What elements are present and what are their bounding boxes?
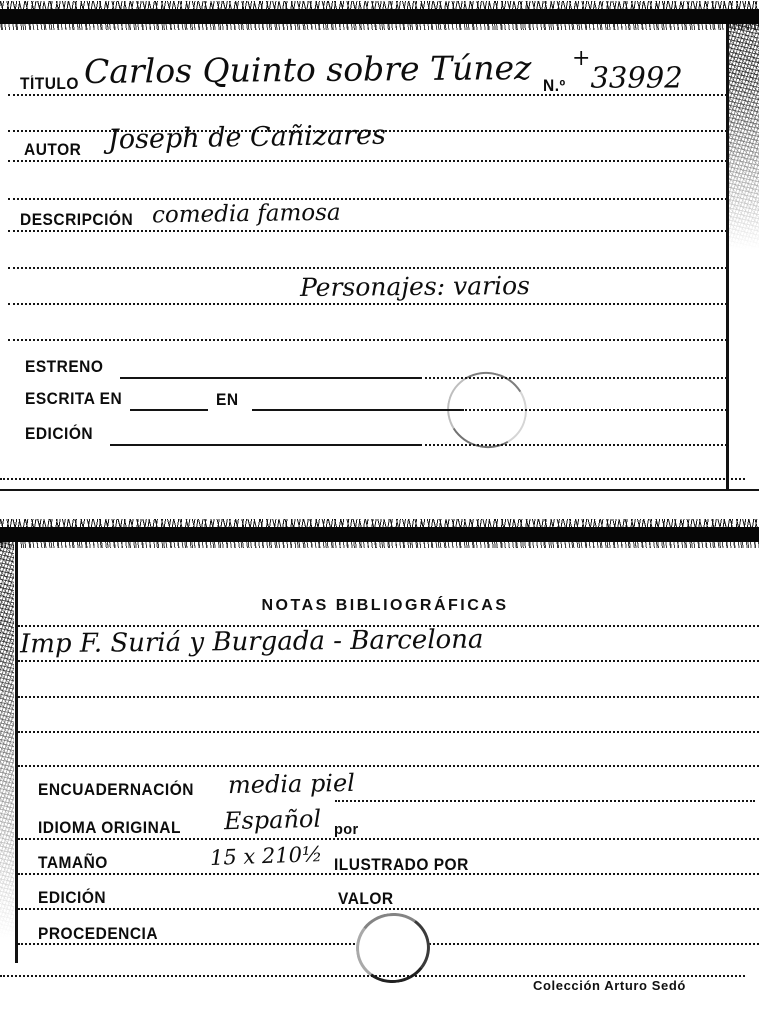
collection-footer: Colección Arturo Sedó bbox=[533, 978, 686, 993]
rule-line bbox=[0, 478, 745, 480]
rule-line bbox=[18, 765, 759, 767]
rule-line bbox=[130, 409, 208, 411]
card1-bottom-edge bbox=[0, 489, 759, 491]
rule-line bbox=[8, 303, 727, 305]
titulo-value: Carlos Quinto sobre Túnez bbox=[83, 48, 532, 91]
card2-border-left bbox=[15, 542, 18, 963]
tamano-label: TAMAÑO bbox=[38, 854, 108, 873]
rule-line bbox=[8, 267, 727, 269]
rule-line bbox=[8, 339, 727, 341]
tamano-value: 15 x 210½ bbox=[209, 842, 323, 870]
descripcion-label: DESCRIPCIÓN bbox=[20, 211, 134, 230]
titulo-label: TÍTULO bbox=[20, 75, 79, 94]
rule-line bbox=[0, 975, 745, 977]
idioma-value: Español bbox=[223, 804, 322, 836]
rule-line bbox=[8, 160, 727, 162]
autor-label: AUTOR bbox=[24, 141, 82, 160]
notas-value: Imp F. Suriá y Burgada - Barcelona bbox=[19, 624, 484, 660]
rule-line bbox=[18, 660, 759, 662]
procedencia-label: PROCEDENCIA bbox=[38, 925, 159, 944]
idioma-label: IDIOMA ORIGINAL bbox=[38, 819, 181, 838]
numero-label: N.º bbox=[543, 77, 566, 96]
personajes-value: Personajes: varios bbox=[299, 270, 531, 303]
numero-plus: + bbox=[572, 46, 591, 71]
numero-value bbox=[572, 46, 683, 95]
rule-line bbox=[8, 94, 727, 96]
rule-line bbox=[18, 696, 759, 698]
notas-header: NOTAS BIBLIOGRÁFICAS bbox=[261, 597, 509, 614]
rule-line bbox=[18, 838, 759, 840]
numero-digits: 33992 bbox=[590, 60, 683, 95]
rule-line bbox=[18, 731, 759, 733]
rule-line bbox=[8, 198, 727, 200]
card2-torn-edge-left bbox=[0, 542, 14, 982]
ilustrado-por-label: ILUSTRADO POR bbox=[334, 856, 469, 875]
card1-edicion-label: EDICIÓN bbox=[25, 425, 94, 444]
rule-line bbox=[420, 444, 727, 446]
card2-torn-edge-top bbox=[0, 527, 759, 542]
en-label: EN bbox=[216, 391, 239, 410]
encuadernacion-value: media piel bbox=[227, 768, 356, 800]
valor-label: VALOR bbox=[338, 890, 394, 909]
rule-line bbox=[8, 230, 727, 232]
rule-line bbox=[335, 800, 755, 802]
card2-edicion-label: EDICIÓN bbox=[38, 889, 107, 908]
rule-line bbox=[18, 908, 759, 910]
autor-value: Joseph de Cañizares bbox=[107, 119, 387, 156]
rule-line bbox=[252, 409, 462, 411]
rule-line bbox=[120, 377, 420, 379]
card1-torn-edge-top bbox=[0, 9, 759, 24]
estreno-label: ESTRENO bbox=[25, 358, 104, 377]
rule-line bbox=[110, 444, 420, 446]
escrita-en-label: ESCRITA EN bbox=[25, 390, 123, 409]
encuadernacion-label: ENCUADERNACIÓN bbox=[38, 781, 194, 800]
rule-line bbox=[18, 873, 759, 875]
descripcion-value: comedia famosa bbox=[151, 199, 341, 229]
por-label: por bbox=[334, 822, 359, 838]
card1-torn-edge-right bbox=[729, 24, 759, 274]
